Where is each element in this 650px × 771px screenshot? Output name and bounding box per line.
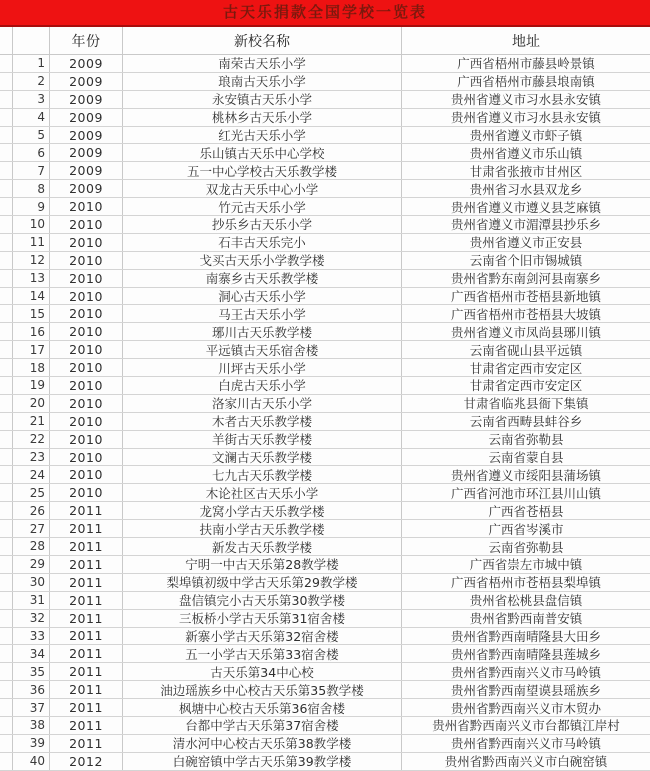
address-cell: 贵州省黔西南兴义市马岭镇	[450, 736, 601, 752]
table-row	[0, 663, 650, 681]
school-name-cell: 五一小学古天乐第33宿舍楼	[123, 645, 402, 662]
address-cell: 甘肃省临兆县衙下集镇	[463, 396, 589, 412]
row-sliver-cell	[0, 592, 13, 609]
school-name-cell: 琊川古天乐教学楼	[123, 323, 402, 340]
table-row	[0, 681, 650, 699]
table-row	[0, 216, 650, 234]
row-sliver-cell	[0, 717, 13, 734]
year-cell: 2009	[50, 144, 123, 161]
row-sliver-cell	[0, 270, 13, 287]
year-cell: 2011	[50, 717, 123, 734]
year-cell: 2010	[50, 377, 123, 394]
row-number-cell: 33	[13, 628, 50, 645]
year-cell: 2009	[50, 127, 123, 144]
row-number-cell: 23	[13, 449, 50, 466]
year-cell: 2011	[50, 663, 123, 680]
address-cell: 贵州省遵义市遵义县芝麻镇	[450, 199, 601, 215]
row-number-cell: 12	[13, 252, 50, 269]
year-cell: 2011	[50, 699, 123, 716]
school-name-cell: 洛家川古天乐小学	[123, 395, 402, 412]
row-number-cell: 20	[13, 395, 50, 412]
table-row	[0, 234, 650, 252]
school-name-cell: 龙窝小学古天乐教学楼	[123, 502, 402, 519]
school-name-cell: 石丰古天乐完小	[123, 234, 402, 251]
school-name-cell: 五一中心学校古天乐教学楼	[123, 162, 402, 179]
table-row	[0, 735, 650, 753]
row-sliver-cell	[0, 109, 13, 126]
row-sliver-cell	[0, 753, 13, 770]
row-sliver-cell	[0, 198, 13, 215]
row-sliver-cell	[0, 663, 13, 680]
address-cell: 广西省梧州市藤县埌南镇	[457, 74, 595, 90]
row-sliver-cell	[0, 449, 13, 466]
year-cell: 2010	[50, 359, 123, 376]
row-number-cell: 11	[13, 234, 50, 251]
row-number-cell: 4	[13, 109, 50, 126]
school-name-cell: 洞心古天乐小学	[123, 288, 402, 305]
address-cell: 贵州省黔西南兴义市台都镇江岸村	[432, 718, 620, 734]
table-row	[0, 359, 650, 377]
table-row	[0, 449, 650, 467]
school-name-cell: 琅南古天乐小学	[123, 73, 402, 90]
table-row	[0, 431, 650, 449]
address-cell: 贵州省黔西南晴隆县大田乡	[450, 628, 601, 644]
year-cell: 2010	[50, 270, 123, 287]
row-number-cell: 21	[13, 413, 50, 430]
row-number-cell: 35	[13, 663, 50, 680]
table-row	[0, 144, 650, 162]
year-cell: 2010	[50, 449, 123, 466]
header-index-cell	[13, 27, 50, 54]
school-name-cell: 马王古天乐小学	[123, 305, 402, 322]
school-name-cell: 红光古天乐小学	[123, 127, 402, 144]
row-sliver-cell	[0, 305, 13, 322]
address-cell: 贵州省黔东南剑河县南寨乡	[450, 271, 601, 287]
year-cell: 2010	[50, 413, 123, 430]
school-name-cell: 乐山镇古天乐中心学校	[123, 144, 402, 161]
school-name-cell: 新发古天乐教学楼	[123, 538, 402, 555]
row-number-cell: 30	[13, 574, 50, 591]
year-cell: 2011	[50, 574, 123, 591]
year-cell: 2011	[50, 556, 123, 573]
school-name-cell: 古天乐第34中心校	[123, 663, 402, 680]
row-number-cell: 28	[13, 538, 50, 555]
year-cell: 2010	[50, 466, 123, 483]
address-cell: 广西省梧州市苍梧县新地镇	[450, 289, 601, 305]
row-number-cell: 29	[13, 556, 50, 573]
row-sliver-cell	[0, 234, 13, 251]
table-header-row	[0, 27, 650, 55]
row-number-cell: 38	[13, 717, 50, 734]
table-row	[0, 502, 650, 520]
row-sliver-cell	[0, 699, 13, 716]
header-corner-cell	[0, 27, 13, 54]
school-name-cell: 南荣古天乐小学	[123, 55, 402, 72]
table-row	[0, 484, 650, 502]
row-sliver-cell	[0, 216, 13, 233]
row-number-cell: 2	[13, 73, 50, 90]
school-name-cell: 新寨小学古天乐第32宿舍楼	[123, 628, 402, 645]
year-cell: 2010	[50, 341, 123, 358]
school-name-cell: 白碗窑镇中学古天乐第39教学楼	[123, 753, 402, 770]
address-cell: 贵州省遵义市虾子镇	[469, 128, 583, 144]
school-name-cell: 木论社区古天乐小学	[123, 484, 402, 501]
school-name-cell: 扶南小学古天乐教学楼	[123, 520, 402, 537]
row-number-cell: 13	[13, 270, 50, 287]
school-name-cell: 宁明一中古天乐第28教学楼	[123, 556, 402, 573]
year-cell: 2009	[50, 180, 123, 197]
table-row	[0, 466, 650, 484]
year-cell: 2010	[50, 484, 123, 501]
row-sliver-cell	[0, 91, 13, 108]
address-cell: 贵州省遵义市习水县永安镇	[450, 92, 601, 108]
row-number-cell: 6	[13, 144, 50, 161]
table-row	[0, 127, 650, 145]
table-row	[0, 610, 650, 628]
school-name-cell: 桃林乡古天乐小学	[123, 109, 402, 126]
row-number-cell: 16	[13, 323, 50, 340]
table-row	[0, 538, 650, 556]
row-number-cell: 34	[13, 645, 50, 662]
year-cell: 2010	[50, 198, 123, 215]
row-number-cell: 37	[13, 699, 50, 716]
table-row	[0, 91, 650, 109]
year-cell: 2009	[50, 73, 123, 90]
row-sliver-cell	[0, 413, 13, 430]
address-cell: 贵州省遵义市习水县永安镇	[450, 110, 601, 126]
table-row	[0, 180, 650, 198]
address-cell: 广西省岑溪市	[488, 521, 564, 537]
school-name-cell: 白虎古天乐小学	[123, 377, 402, 394]
table-row	[0, 162, 650, 180]
address-cell: 贵州省黔西南望谟县瑶族乡	[450, 682, 601, 698]
address-cell: 贵州省黔西南兴义市木贸办	[450, 700, 601, 716]
table-row	[0, 413, 650, 431]
address-cell: 广西省梧州市苍梧县梨埠镇	[450, 575, 601, 591]
table-row	[0, 574, 650, 592]
table-row	[0, 341, 650, 359]
year-cell: 2011	[50, 735, 123, 752]
address-cell: 云南省西畴县蚌谷乡	[469, 414, 583, 430]
school-name-cell: 平远镇古天乐宿舍楼	[123, 341, 402, 358]
table-row	[0, 323, 650, 341]
table-row	[0, 270, 650, 288]
row-sliver-cell	[0, 144, 13, 161]
year-cell: 2010	[50, 395, 123, 412]
table-row	[0, 592, 650, 610]
row-number-cell: 26	[13, 502, 50, 519]
school-name-cell: 七九古天乐教学楼	[123, 466, 402, 483]
table-row	[0, 288, 650, 306]
row-sliver-cell	[0, 55, 13, 72]
school-name-cell: 油边瑶族乡中心校古天乐第35教学楼	[123, 681, 402, 698]
address-cell: 甘肃省定西市安定区	[469, 360, 583, 376]
year-cell: 2010	[50, 431, 123, 448]
school-name-cell: 木者古天乐教学楼	[123, 413, 402, 430]
address-cell: 云南省弥勒县	[488, 432, 564, 448]
row-number-cell: 31	[13, 592, 50, 609]
table-row	[0, 109, 650, 127]
row-number-cell: 24	[13, 466, 50, 483]
address-cell: 贵州省遵义市湄潭县抄乐乡	[450, 217, 601, 233]
year-cell: 2010	[50, 323, 123, 340]
address-cell: 云南省砚山县平远镇	[469, 342, 583, 358]
year-cell: 2009	[50, 162, 123, 179]
table-row	[0, 252, 650, 270]
table-row	[0, 55, 650, 73]
row-number-cell: 8	[13, 180, 50, 197]
row-number-cell: 27	[13, 520, 50, 537]
header-address-cell: 地址	[512, 33, 540, 50]
address-cell: 贵州省遵义市正安县	[469, 235, 583, 251]
table-row	[0, 645, 650, 663]
row-number-cell: 18	[13, 359, 50, 376]
table-row	[0, 395, 650, 413]
year-cell: 2010	[50, 288, 123, 305]
address-cell: 广西省梧州市藤县岭景镇	[457, 56, 595, 72]
school-name-cell: 双龙古天乐中心小学	[123, 180, 402, 197]
row-sliver-cell	[0, 162, 13, 179]
school-name-cell: 抄乐乡古天乐小学	[123, 216, 402, 233]
table-row	[0, 73, 650, 91]
row-sliver-cell	[0, 180, 13, 197]
address-cell: 贵州省黔西南兴义市白碗窑镇	[444, 754, 608, 770]
school-name-cell: 南寨乡古天乐教学楼	[123, 270, 402, 287]
school-name-cell: 盘信镇完小古天乐第30教学楼	[123, 592, 402, 609]
row-sliver-cell	[0, 538, 13, 555]
year-cell: 2012	[50, 753, 123, 770]
address-cell: 甘肃省张掖市甘州区	[469, 163, 583, 179]
title-banner	[0, 0, 650, 27]
table-row	[0, 717, 650, 735]
row-sliver-cell	[0, 628, 13, 645]
row-number-cell: 3	[13, 91, 50, 108]
row-number-cell: 25	[13, 484, 50, 501]
address-cell: 广西省苍梧县	[488, 503, 564, 519]
row-sliver-cell	[0, 610, 13, 627]
row-number-cell: 17	[13, 341, 50, 358]
address-cell: 贵州省黔西南兴义市马岭镇	[450, 664, 601, 680]
year-cell: 2011	[50, 645, 123, 662]
year-cell: 2010	[50, 234, 123, 251]
school-name-cell: 文澜古天乐教学楼	[123, 449, 402, 466]
year-cell: 2011	[50, 592, 123, 609]
table-row	[0, 628, 650, 646]
row-sliver-cell	[0, 520, 13, 537]
address-cell: 甘肃省定西市安定区	[469, 378, 583, 394]
year-cell: 2011	[50, 628, 123, 645]
year-cell: 2011	[50, 502, 123, 519]
school-name-cell: 清水河中心校古天乐第38教学楼	[123, 735, 402, 752]
year-cell: 2009	[50, 109, 123, 126]
row-sliver-cell	[0, 377, 13, 394]
address-cell: 贵州省黔西南普安镇	[469, 611, 583, 627]
table-row	[0, 699, 650, 717]
address-cell: 云南省个旧市锡城镇	[469, 253, 583, 269]
row-number-cell: 9	[13, 198, 50, 215]
header-name-cell: 新校名称	[123, 27, 402, 54]
table-body	[0, 55, 650, 771]
address-cell: 广西省梧州市苍梧县大坡镇	[450, 306, 601, 322]
row-sliver-cell	[0, 341, 13, 358]
address-cell: 云南省蒙自县	[488, 450, 564, 466]
row-sliver-cell	[0, 466, 13, 483]
row-sliver-cell	[0, 681, 13, 698]
row-number-cell: 39	[13, 735, 50, 752]
address-cell: 贵州省遵义市乐山镇	[469, 145, 583, 161]
row-number-cell: 1	[13, 55, 50, 72]
row-number-cell: 40	[13, 753, 50, 770]
header-year-cell: 年份	[50, 27, 123, 54]
row-number-cell: 7	[13, 162, 50, 179]
address-cell: 贵州省松桃县盘信镇	[469, 593, 583, 609]
school-name-cell: 川坪古天乐小学	[123, 359, 402, 376]
school-name-cell: 羊街古天乐教学楼	[123, 431, 402, 448]
address-cell: 贵州省黔西南晴隆县莲城乡	[450, 646, 601, 662]
row-sliver-cell	[0, 556, 13, 573]
school-name-cell: 枫塘中心校古天乐第36宿舍楼	[123, 699, 402, 716]
year-cell: 2011	[50, 538, 123, 555]
row-number-cell: 15	[13, 305, 50, 322]
row-number-cell: 22	[13, 431, 50, 448]
year-cell: 2011	[50, 520, 123, 537]
address-cell: 广西省河池市环江县川山镇	[450, 485, 601, 501]
row-number-cell: 10	[13, 216, 50, 233]
address-cell: 贵州省遵义市凤尚县琊川镇	[450, 324, 601, 340]
row-sliver-cell	[0, 288, 13, 305]
year-cell: 2010	[50, 252, 123, 269]
school-name-cell: 永安镇古天乐小学	[123, 91, 402, 108]
school-name-cell: 竹元古天乐小学	[123, 198, 402, 215]
school-name-cell: 梨埠镇初级中学古天乐第29教学楼	[123, 574, 402, 591]
row-sliver-cell	[0, 431, 13, 448]
table-row	[0, 520, 650, 538]
page-title: 古天乐捐款全国学校一览表	[222, 3, 427, 21]
address-cell: 贵州省习水县双龙乡	[469, 181, 583, 197]
row-sliver-cell	[0, 395, 13, 412]
row-sliver-cell	[0, 359, 13, 376]
year-cell: 2010	[50, 305, 123, 322]
row-number-cell: 14	[13, 288, 50, 305]
row-number-cell: 36	[13, 681, 50, 698]
school-name-cell: 台都中学古天乐第37宿舍楼	[123, 717, 402, 734]
row-sliver-cell	[0, 645, 13, 662]
row-sliver-cell	[0, 574, 13, 591]
address-cell: 贵州省遵义市绥阳县蒲场镇	[450, 467, 601, 483]
table-row	[0, 556, 650, 574]
row-sliver-cell	[0, 484, 13, 501]
year-cell: 2009	[50, 91, 123, 108]
row-sliver-cell	[0, 735, 13, 752]
year-cell: 2011	[50, 610, 123, 627]
address-cell: 云南省弥勒县	[488, 539, 564, 555]
school-name-cell: 三板桥小学古天乐第31宿舍楼	[123, 610, 402, 627]
row-number-cell: 19	[13, 377, 50, 394]
year-cell: 2010	[50, 216, 123, 233]
row-sliver-cell	[0, 73, 13, 90]
table-row	[0, 377, 650, 395]
table-row	[0, 753, 650, 771]
school-name-cell: 戈买古天乐小学教学楼	[123, 252, 402, 269]
year-cell: 2011	[50, 681, 123, 698]
table-row	[0, 198, 650, 216]
row-sliver-cell	[0, 252, 13, 269]
row-sliver-cell	[0, 502, 13, 519]
table-row	[0, 305, 650, 323]
row-number-cell: 5	[13, 127, 50, 144]
row-sliver-cell	[0, 323, 13, 340]
row-number-cell: 32	[13, 610, 50, 627]
address-cell: 广西省崇左市城中镇	[469, 557, 583, 573]
year-cell: 2009	[50, 55, 123, 72]
row-sliver-cell	[0, 127, 13, 144]
